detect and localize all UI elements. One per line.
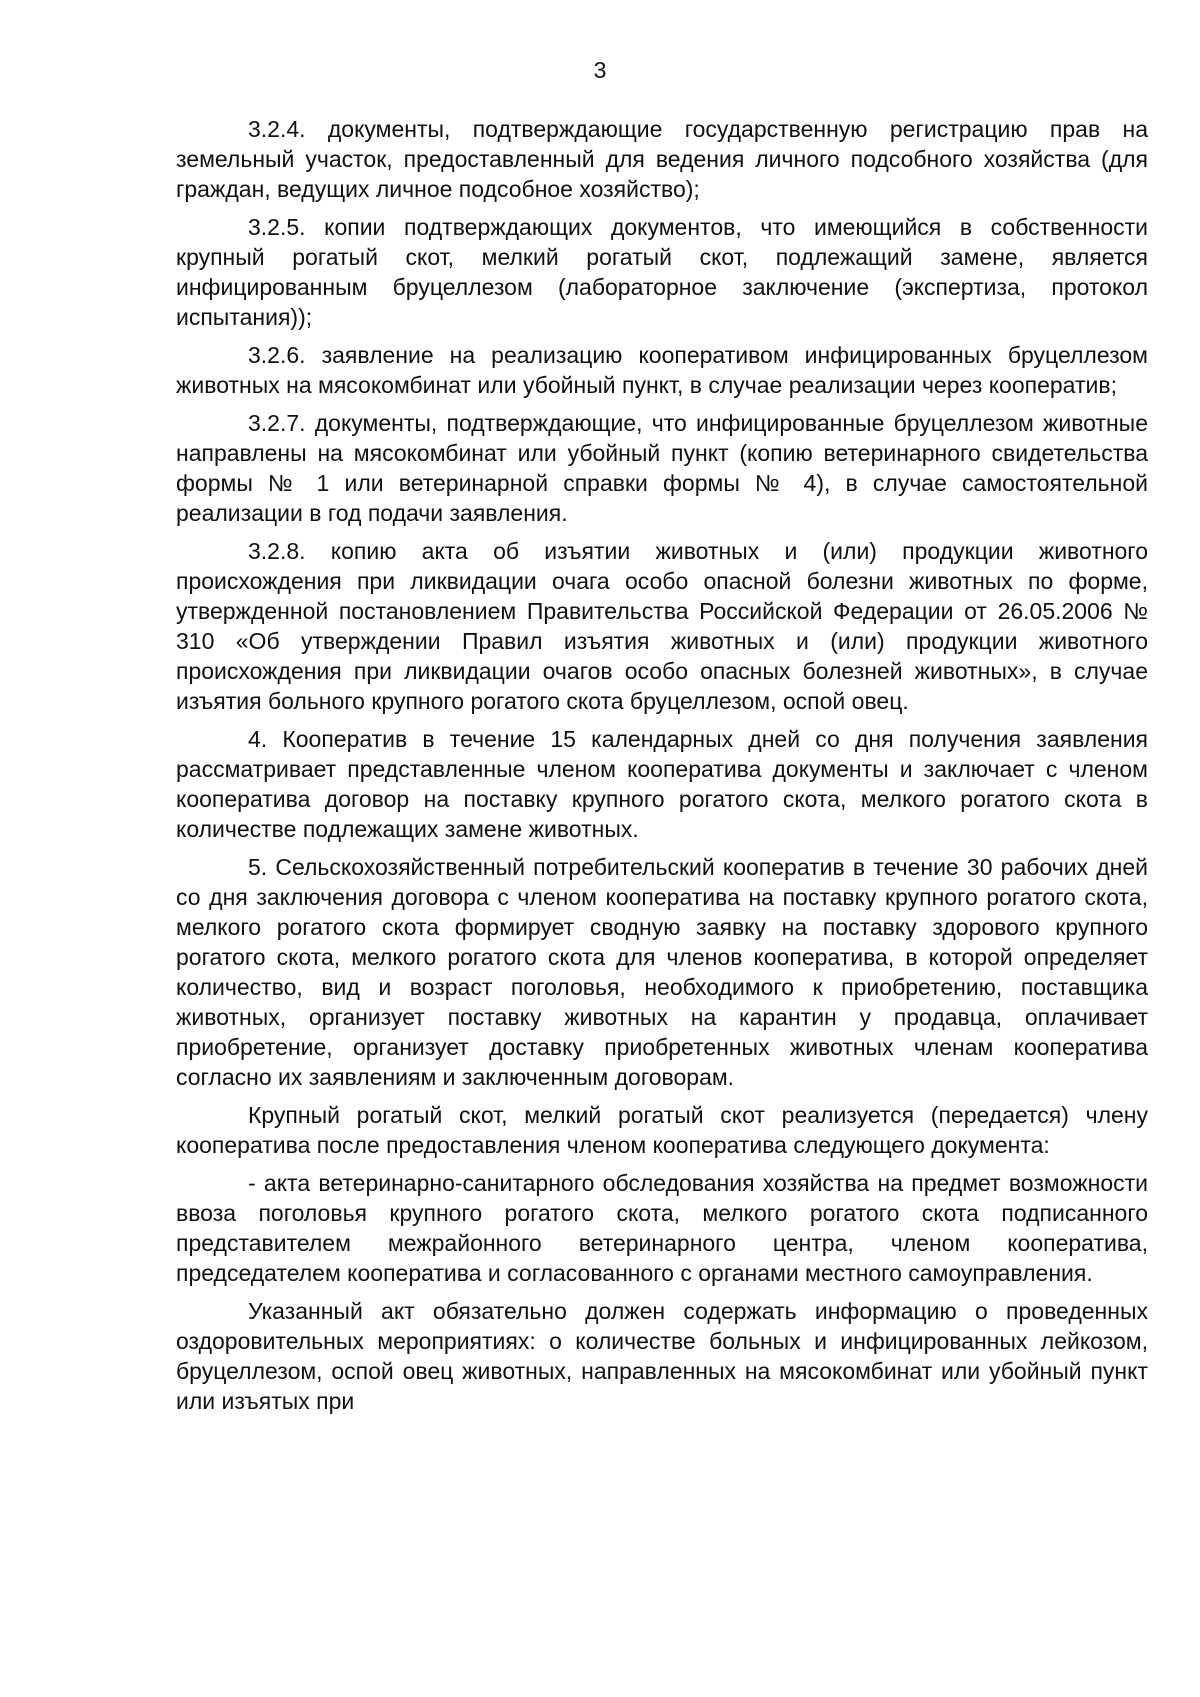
paragraph-3-2-5: 3.2.5. копии подтверждающих документов, что имеющийся в собственности крупный рогатый скот, мелкий рогатый скот, подлежащий замене, является инфицированным бруцеллезом (лабораторное заключение (экспертиза, протокол испытания));: [176, 214, 1148, 330]
paragraph-3-2-8: 3.2.8. копию акта об изъятии животных и (или) продукции животного происхождения при ликвидации очага особо опасной болезни животных по форме, утвержденной постановлением Правительства Российской Федерации от 26.05.2006 № 310 «Об утверждении Правил изъятия животных и (или) продукции животного происхождения при ликвидации очагов особо опасных болезней животных», в случае изъятия больного крупного рогатого скота бруцеллезом, оспой овец.: [176, 538, 1148, 714]
paragraph-transfer-conditions: Крупный рогатый скот, мелкий рогатый скот реализуется (передается) члену кооператива после предоставления членом кооператива следующего документа:: [176, 1102, 1148, 1158]
paragraph-inspection-act: - акта ветеринарно-санитарного обследования хозяйства на предмет возможности ввоза поголовья крупного рогатого скота, мелкого рогатого скота подписанного представителем межрайонного ветеринарного центра, членом кооператива, председателем кооператива и согласованного с органами местного самоуправления.: [176, 1170, 1148, 1286]
document-body: [176, 114, 1148, 1424]
paragraph-act-content: Указанный акт обязательно должен содержать информацию о проведенных оздоровительных мероприятиях: о количестве больных и инфицированных лейкозом, бруцеллезом, оспой овец животных, направленных на мясокомбинат или убойный пункт или изъятых при: [176, 1298, 1148, 1414]
paragraph-3-2-7: 3.2.7. документы, подтверждающие, что инфицированные бруцеллезом животные направлены на мясокомбинат или убойный пункт (копию ветеринарного свидетельства формы № 1 или ветеринарной справки формы № 4), в случае самостоятельной реализации в год подачи заявления.: [176, 410, 1148, 526]
page-number: 3: [593, 57, 607, 83]
paragraph-4: 4. Кооператив в течение 15 календарных дней со дня получения заявления рассматривает представленные членом кооператива документы и заключает с членом кооператива договор на поставку крупного рогатого скота, мелкого рогатого скота в количестве подлежащих замене животных.: [176, 726, 1148, 842]
paragraph-3-2-4: 3.2.4. документы, подтверждающие государственную регистрацию прав на земельный участок, предоставленный для ведения личного подсобного хозяйства (для граждан, ведущих личное подсобное хозяйство);: [176, 116, 1148, 202]
paragraph-3-2-6: 3.2.6. заявление на реализацию кооперативом инфицированных бруцеллезом животных на мясокомбинат или убойный пункт, в случае реализации через кооператив;: [176, 342, 1148, 398]
paragraph-5: 5. Сельскохозяйственный потребительский кооператив в течение 30 рабочих дней со дня заключения договора с членом кооператива на поставку крупного рогатого скота, мелкого рогатого скота формирует сводную заявку на поставку здорового крупного рогатого скота, мелкого рогатого скота для членов кооператива, в которой определяет количество, вид и возраст поголовья, необходимого к приобретению, поставщика животных, организует поставку животных на карантин у продавца, оплачивает приобретение, организует доставку приобретенных животных членам кооператива согласно их заявлениям и заключенным договорам.: [176, 854, 1148, 1090]
